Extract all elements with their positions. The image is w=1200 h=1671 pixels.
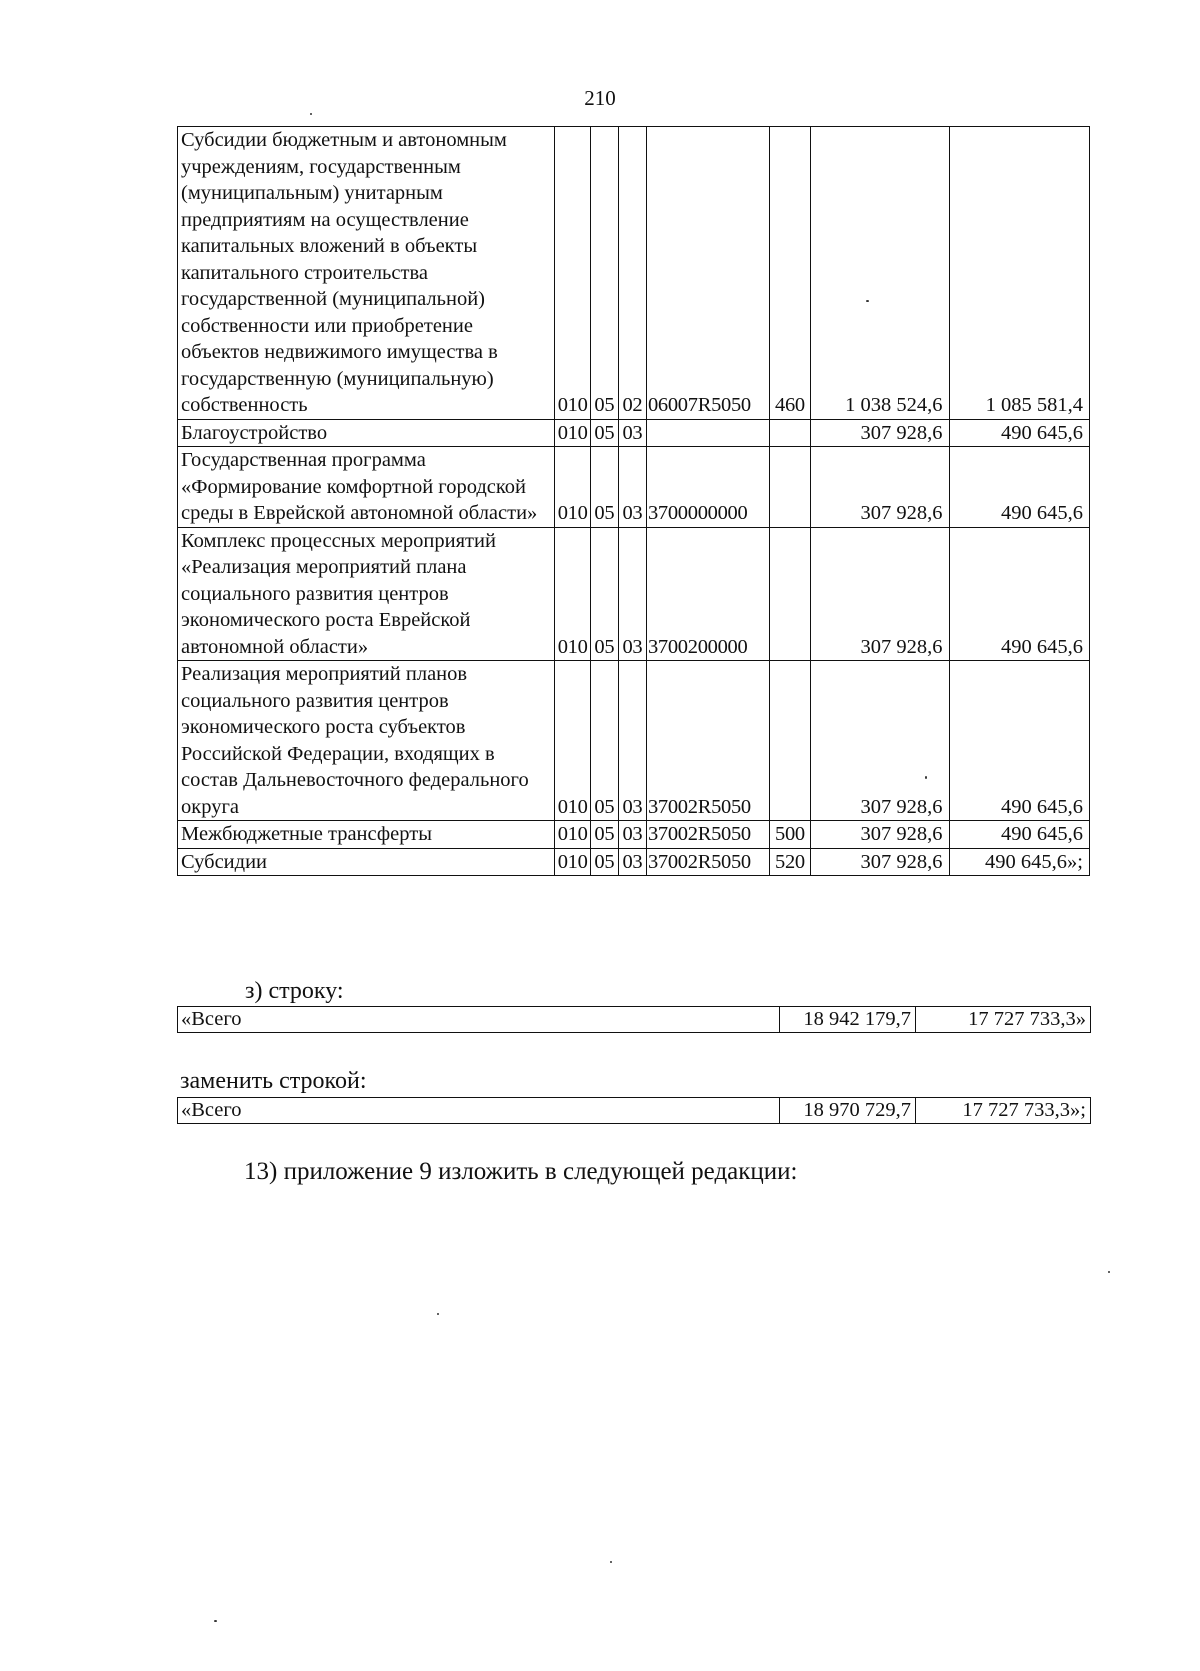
row-subsection-code: 03 bbox=[618, 419, 646, 447]
row-ministry-code: 010 bbox=[555, 527, 590, 661]
table-row bbox=[178, 127, 1090, 420]
table-row bbox=[178, 661, 1090, 821]
budget-table-body bbox=[178, 127, 1090, 876]
row-name: Межбюджетные трансферты bbox=[178, 821, 555, 849]
row-amount-1: 307 928,6 bbox=[811, 848, 949, 876]
scan-speck bbox=[610, 1561, 612, 1563]
replace-with-label: заменить строкой: bbox=[180, 1068, 367, 1094]
next-item-text: 13) приложение 9 изложить в следующей редакции: bbox=[244, 1158, 798, 1185]
row-expense-code bbox=[769, 419, 811, 447]
row-expense-code: 520 bbox=[769, 848, 811, 876]
row-subsection-code: 03 bbox=[618, 848, 646, 876]
row-amount-2: 490 645,6 bbox=[949, 419, 1089, 447]
table-row bbox=[178, 848, 1090, 876]
scan-speck bbox=[214, 1620, 217, 1622]
old-total-row bbox=[177, 1006, 1091, 1033]
row-ministry-code: 010 bbox=[555, 661, 590, 821]
row-amount-2: 490 645,6 bbox=[949, 661, 1089, 821]
old-total-label: «Всего bbox=[178, 1007, 780, 1033]
row-subsection-code: 03 bbox=[618, 821, 646, 849]
row-amount-2: 490 645,6 bbox=[949, 447, 1089, 528]
row-amount-1: 307 928,6 bbox=[811, 661, 949, 821]
row-amount-1: 307 928,6 bbox=[811, 419, 949, 447]
budget-table bbox=[177, 126, 1090, 876]
row-subsection-code: 03 bbox=[618, 527, 646, 661]
old-total-amount-2: 17 727 733,3» bbox=[916, 1007, 1091, 1033]
row-amount-1: 307 928,6 bbox=[811, 821, 949, 849]
scan-speck bbox=[925, 776, 927, 779]
row-target-code: 37002R5050 bbox=[646, 821, 769, 849]
row-ministry-code: 010 bbox=[555, 447, 590, 528]
row-target-code: 06007R5050 bbox=[646, 127, 769, 420]
row-name: Субсидии бюджетным и автономным учреждениям, государственным (муниципальным) унитарным предприятиям на осуществление капитальных вложений в объекты капитального строительства государственной (муниципальной) собственности или приобретение объектов недвижимого имущества в государственную (муниципальную) собственность bbox=[178, 127, 555, 420]
row-target-code: 3700200000 bbox=[646, 527, 769, 661]
row-amount-1: 307 928,6 bbox=[811, 527, 949, 661]
row-section-code: 05 bbox=[590, 848, 618, 876]
row-section-code: 05 bbox=[590, 661, 618, 821]
row-expense-code: 460 bbox=[769, 127, 811, 420]
new-total-label: «Всего bbox=[178, 1098, 780, 1124]
row-amount-2: 1 085 581,4 bbox=[949, 127, 1089, 420]
row-subsection-code: 02 bbox=[618, 127, 646, 420]
row-expense-code bbox=[769, 527, 811, 661]
row-name: Реализация мероприятий планов социального развития центров экономического роста субъектов Российской Федерации, входящих в состав Дальневосточного федерального округа bbox=[178, 661, 555, 821]
row-expense-code bbox=[769, 447, 811, 528]
table-row bbox=[178, 419, 1090, 447]
scan-speck bbox=[310, 113, 312, 115]
row-expense-code: 500 bbox=[769, 821, 811, 849]
row-section-code: 05 bbox=[590, 447, 618, 528]
replace-intro: з) строку: bbox=[245, 978, 344, 1004]
new-total-amount-2: 17 727 733,3»; bbox=[916, 1098, 1091, 1124]
row-name: Субсидии bbox=[178, 848, 555, 876]
row-amount-1: 1 038 524,6 bbox=[811, 127, 949, 420]
row-amount-1: 307 928,6 bbox=[811, 447, 949, 528]
row-target-code: 3700000000 bbox=[646, 447, 769, 528]
row-section-code: 05 bbox=[590, 527, 618, 661]
row-amount-2: 490 645,6»; bbox=[949, 848, 1089, 876]
row-ministry-code: 010 bbox=[555, 419, 590, 447]
row-ministry-code: 010 bbox=[555, 821, 590, 849]
scan-speck bbox=[437, 1313, 439, 1315]
scan-speck bbox=[866, 300, 869, 302]
row-ministry-code: 010 bbox=[555, 127, 590, 420]
row-section-code: 05 bbox=[590, 821, 618, 849]
row-subsection-code: 03 bbox=[618, 447, 646, 528]
row-target-code: 37002R5050 bbox=[646, 848, 769, 876]
row-subsection-code: 03 bbox=[618, 661, 646, 821]
row-name: Комплекс процессных мероприятий «Реализация мероприятий плана социального развития центров экономического роста Еврейской автономной области» bbox=[178, 527, 555, 661]
row-target-code bbox=[646, 419, 769, 447]
new-total-row bbox=[177, 1097, 1091, 1124]
scan-speck bbox=[1108, 1271, 1110, 1273]
page-number: 210 bbox=[584, 86, 616, 110]
old-total-amount-1: 18 942 179,7 bbox=[780, 1007, 916, 1033]
row-section-code: 05 bbox=[590, 419, 618, 447]
row-name: Благоустройство bbox=[178, 419, 555, 447]
row-name: Государственная программа «Формирование комфортной городской среды в Еврейской автономной области» bbox=[178, 447, 555, 528]
row-section-code: 05 bbox=[590, 127, 618, 420]
row-ministry-code: 010 bbox=[555, 848, 590, 876]
row-amount-2: 490 645,6 bbox=[949, 527, 1089, 661]
table-row bbox=[178, 447, 1090, 528]
new-total-amount-1: 18 970 729,7 bbox=[780, 1098, 916, 1124]
table-row bbox=[178, 821, 1090, 849]
row-amount-2: 490 645,6 bbox=[949, 821, 1089, 849]
table-row bbox=[178, 527, 1090, 661]
row-target-code: 37002R5050 bbox=[646, 661, 769, 821]
row-expense-code bbox=[769, 661, 811, 821]
